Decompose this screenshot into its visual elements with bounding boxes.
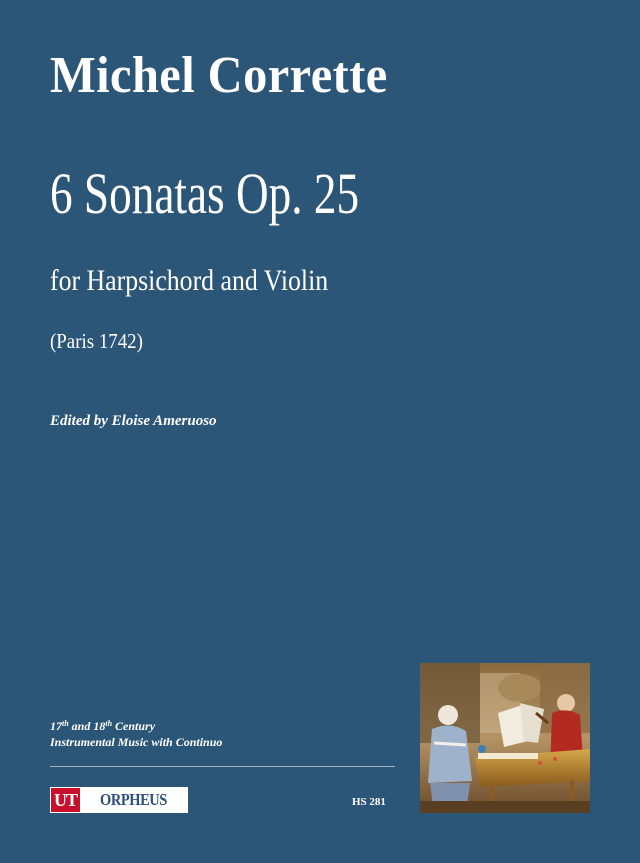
work-subtitle: for Harpsichord and Violin	[50, 264, 329, 297]
catalog-number: HS 281	[352, 796, 386, 808]
series-line-2: Instrumental Music with Continuo	[50, 735, 223, 749]
editor-credit: Edited by Eloise Ameruoso	[50, 413, 217, 429]
composer-name: Michel Corrette	[50, 47, 388, 104]
work-title: 6 Sonatas Op. 25	[50, 161, 360, 226]
divider-line	[50, 766, 395, 767]
series-title	[50, 718, 222, 750]
series-line-1: 17th and 18th Century	[50, 719, 156, 733]
cover-painting	[420, 663, 590, 813]
logo-orpheus-text: ORPHEUS	[88, 788, 179, 812]
logo-ut-text: UT	[51, 788, 80, 812]
edition-note: (Paris 1742)	[50, 329, 143, 353]
publisher-logo	[50, 787, 188, 813]
